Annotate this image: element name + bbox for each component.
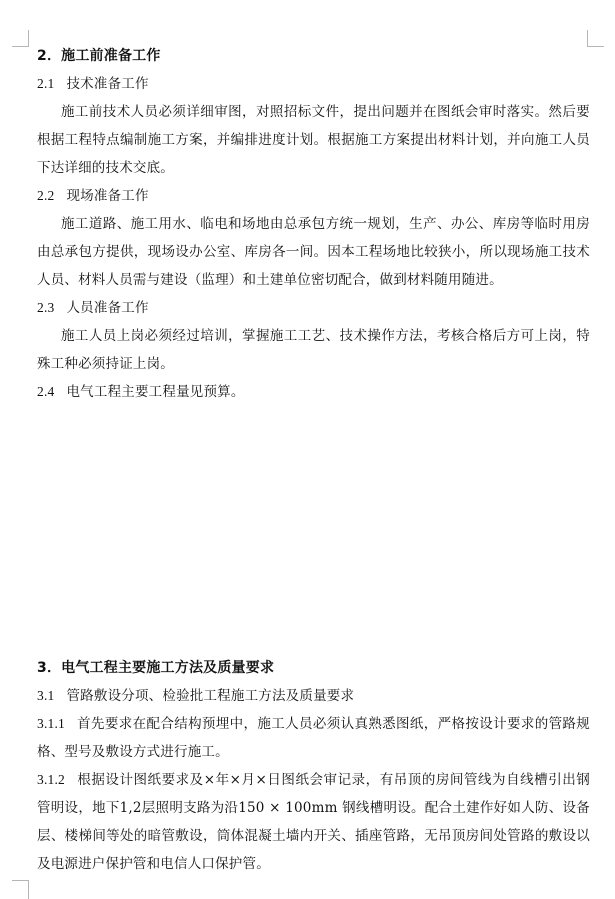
item-2-1 (37, 70, 590, 98)
item-text: 首先要求在配合结构预埋中，施工人员必须认真熟悉图纸，严格按设计要求的管路规格、型号及敷设方式进行施工。 (37, 716, 590, 760)
item-number: 3.1.1 (37, 716, 65, 731)
item-number: 2.2 (37, 188, 55, 203)
item-title: 管路敷设分项、检验批工程施工方法及质量要求 (66, 688, 355, 704)
crop-mark-top-left (12, 30, 29, 47)
section-3-heading: 3．电气工程主要施工方法及质量要求 (37, 660, 275, 676)
item-title: 技术准备工作 (66, 76, 149, 92)
item-3-1-1 (37, 710, 590, 766)
paragraph-site-prep: 施工道路、施工用水、临电和场地由总承包方统一规划，生产、办公、库房等临时用房由总承包方提供，现场设办公室、库房各一间。因本工程场地比较狭小，所以现场施工技术人员、材料人员需与建设（监理）和土建单位密切配合，做到材料随用随进。 (37, 216, 590, 288)
item-title: 现场准备工作 (66, 188, 149, 204)
item-2-2 (37, 182, 590, 210)
item-number: 3.1 (37, 688, 55, 703)
paragraph-personnel-prep: 施工人员上岗必须经过培训，掌握施工工艺、技术操作方法，考核合格后方可上岗，特殊工种必须持证上岗。 (37, 328, 590, 372)
item-title: 人员准备工作 (66, 300, 149, 316)
section-3 (37, 654, 590, 878)
paragraph-technical-prep: 施工前技术人员必须详细审图，对照招标文件，提出问题并在图纸会审时落实。然后要根据工程特点编制施工方案，并编排进度计划。根据施工方案提出材料计划，并向施工人员下达详细的技术交底。 (37, 104, 590, 176)
item-title: 电气工程主要工程量见预算。 (66, 384, 245, 400)
item-number: 2.4 (37, 384, 55, 399)
item-3-1 (37, 682, 590, 710)
item-2-3 (37, 294, 590, 322)
item-text: 根据设计图纸要求及×年×月×日图纸会审记录，有吊顶的房间管线为自线槽引出钢管明设，地下1,2层照明支路为沿150 × 100mm 钢线槽明设。配合土建作好如人防、设备层、楼梯间等处的暗管敷设，筒体混凝土墙内开关、插座管路，无吊顶房间处管路的敷设以及电源进户保护管和电信人口保护管。 (37, 772, 590, 872)
item-3-1-2 (37, 766, 590, 878)
item-number: 2.1 (37, 76, 55, 91)
item-number: 3.1.2 (37, 772, 65, 787)
section-2-heading: 2．施工前准备工作 (37, 48, 161, 64)
item-2-4 (37, 378, 590, 406)
section-2 (37, 42, 590, 406)
item-number: 2.3 (37, 300, 55, 315)
crop-mark-bottom-left (12, 880, 29, 899)
